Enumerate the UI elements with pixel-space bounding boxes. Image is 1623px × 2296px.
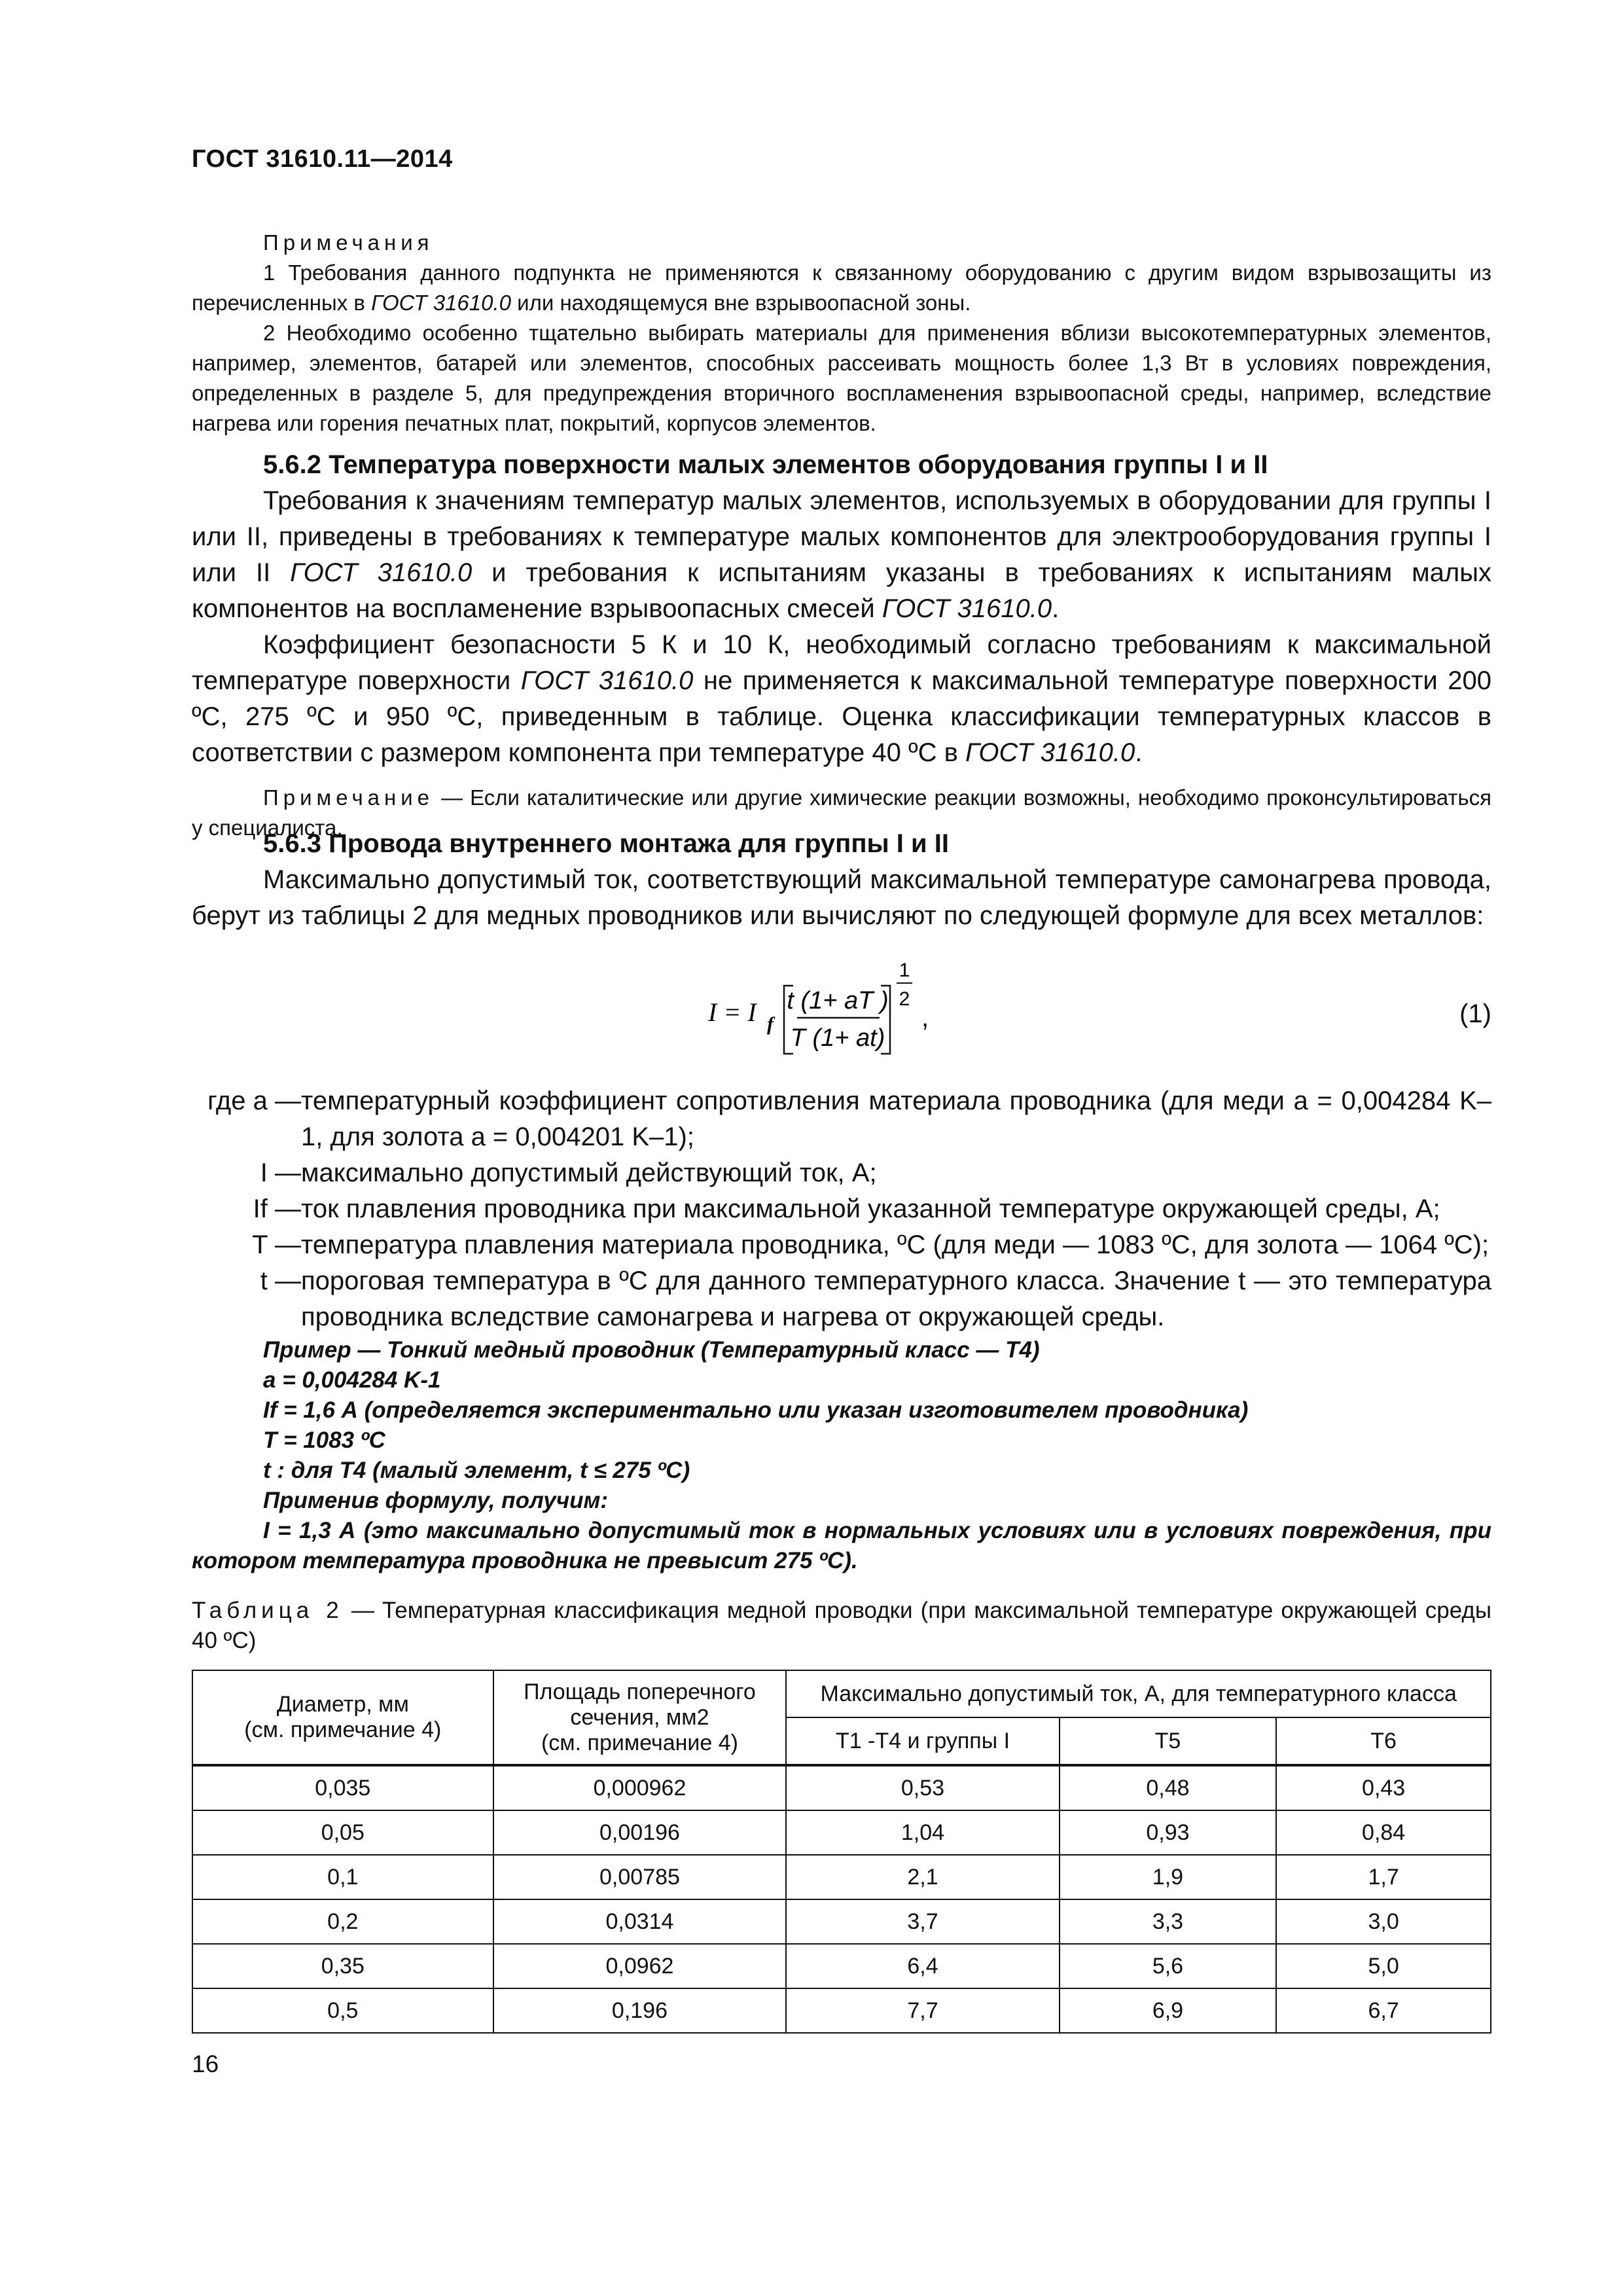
column-header-diameter: Диаметр, мм (см. примечание 4) (192, 1670, 493, 1765)
definition-term: T — (252, 1230, 301, 1259)
document-header: ГОСТ 31610.11—2014 (192, 145, 453, 173)
formula-exponent-den: 2 (899, 988, 910, 1010)
definition-item (192, 1227, 1491, 1263)
table-cell: 6,7 (1276, 1988, 1491, 2033)
table-cell: 2,1 (786, 1855, 1059, 1899)
table-cell: 0,00785 (493, 1855, 787, 1899)
definition-text: ток плавления проводника при максимальной указанной температуре окружающей среды, А; (301, 1194, 1440, 1223)
table-row (192, 1765, 1491, 1810)
table-cell: 0,000962 (493, 1765, 787, 1810)
table-cell: 0,00196 (493, 1810, 787, 1855)
column-header-t5: Т5 (1060, 1717, 1277, 1765)
example-block (192, 1335, 1491, 1576)
definition-text: температурный коэффициент сопротивления материала проводника (для меди a = 0,004284 K–1, для золота a = 0,004201 K–1); (301, 1086, 1491, 1151)
table-cell: 0,93 (1060, 1810, 1277, 1855)
table-cell: 0,05 (192, 1810, 493, 1855)
table-cell: 0,0962 (493, 1944, 787, 1988)
section-title: 5.6.3 Провода внутреннего монтажа для группы I и II (263, 829, 949, 858)
notes-block (192, 228, 1491, 439)
table-cell: 0,2 (192, 1899, 493, 1944)
table-cell: 0,5 (192, 1988, 493, 2033)
definition-item (192, 1083, 1491, 1155)
table-row (192, 1855, 1491, 1899)
table-row (192, 1988, 1491, 2033)
formula-lhs: I = I (708, 997, 757, 1027)
definitions-list (192, 1083, 1491, 1335)
column-header-area: Площадь поперечного сечения, мм2 (см. примечание 4) (493, 1670, 787, 1765)
table-row (192, 1899, 1491, 1944)
formula-subscript: f (767, 1013, 774, 1035)
table-cell: 3,0 (1276, 1899, 1491, 1944)
table-cell: 0,84 (1276, 1810, 1491, 1855)
page-number: 16 (192, 2051, 219, 2077)
formula-exponent-num: 1 (899, 960, 910, 981)
definition-text: максимально допустимый действующий ток, А; (301, 1158, 877, 1187)
definition-text: температура плавления материала проводника, ºС (для меди — 1083 ºС, для золота — 1064 ºС); (301, 1230, 1489, 1259)
table-cell: 3,7 (786, 1899, 1059, 1944)
formula-comma: , (921, 1003, 929, 1032)
definition-item (192, 1191, 1491, 1227)
table-cell: 1,7 (1276, 1855, 1491, 1899)
note-2: 2 Необходимо особенно тщательно выбирать материалы для применения вблизи высокотемпературных элементов, например, элементов, батарей или элементов, способных рассеивать мощность более 1,3 Вт в условиях повреждения, определенных в разделе 5, для предупреждения вторичного воспламенения взрывоопасной среды, например, вследствие нагрева или горения печатных плат, покрытий, корпусов элементов. (192, 321, 1491, 435)
example-result: I = 1,3 А (это максимально допустимый ток в нормальных условиях или в условиях повреждения, при котором температура проводника не превысит 275 ºС). (192, 1518, 1491, 1573)
definition-term: t — (260, 1266, 301, 1295)
notes-heading: Примечания (263, 230, 434, 255)
table-cell: 5,0 (1276, 1944, 1491, 1988)
example-line: If = 1,6 А (определяется экспериментально или указан изготовителем проводника) (263, 1397, 1249, 1423)
example-line: T = 1083 ºС (263, 1427, 385, 1453)
table-cell: 0,035 (192, 1765, 493, 1810)
table-cell: 0,48 (1060, 1765, 1277, 1810)
section-5-6-2 (192, 447, 1491, 843)
definition-term: I — (260, 1158, 301, 1187)
example-title: Пример — Тонкий медный проводник (Температурный класс — Т4) (263, 1337, 1040, 1363)
table-cell: 6,9 (1060, 1988, 1277, 2033)
equation-number: (1) (1459, 999, 1491, 1028)
paragraph: Требования к значениям температур малых элементов, используемых в оборудовании для группы I или II, приведены в требованиях к температуре малых компонентов для электрооборудования группы I или II ГОСТ 31610.0 и требования к испытаниям указаны в требованиях к испытаниям малых компонентов на воспламенение взрывоопасных смесей ГОСТ 31610.0. (192, 486, 1491, 623)
paragraph: Коэффициент безопасности 5 К и 10 К, необходимый согласно требованиям к максимальной температуре поверхности ГОСТ 31610.0 не применяется к максимальной температуре поверхности 200 ºС, 275 ºС и 950 ºС, приведенным в таблице. Оценка классификации температурных классов в соответствии с размером компонента при температуре 40 ºС в ГОСТ 31610.0. (192, 630, 1491, 767)
formula-denominator: T (1+ at) (790, 1024, 885, 1052)
example-line: a = 0,004284 K-1 (263, 1367, 441, 1393)
table-cell: 0,43 (1276, 1765, 1491, 1810)
table-cell: 7,7 (786, 1988, 1059, 2033)
paragraph: Максимально допустимый ток, соответствующий максимальной температуре самонагрева провода, берут из таблицы 2 для медных проводников или вычисляют по следующей формуле для всех металлов: (192, 865, 1491, 930)
definition-item (192, 1155, 1491, 1191)
section-title: 5.6.2 Температура поверхности малых элементов оборудования группы I и II (263, 450, 1268, 479)
note: Примечание — Если каталитические или другие химические реакции возможны, необходимо проконсультироваться у специалиста. (192, 785, 1491, 840)
definition-item (192, 1263, 1491, 1335)
table-2 (192, 1670, 1491, 2034)
column-header-current: Максимально допустимый ток, А, для температурного класса (786, 1670, 1491, 1717)
example-line: Применив формулу, получим: (263, 1488, 609, 1513)
column-header-t6: Т6 (1276, 1717, 1491, 1765)
table-cell: 1,04 (786, 1810, 1059, 1855)
table-cell: 1,9 (1060, 1855, 1277, 1899)
table-cell: 3,3 (1060, 1899, 1277, 1944)
table-cell: 0,196 (493, 1988, 787, 2033)
section-5-6-3 (192, 826, 1491, 934)
table-cell: 0,0314 (493, 1899, 787, 1944)
table-cell: 5,6 (1060, 1944, 1277, 1988)
table-caption: Таблица 2 — Температурная классификация медной проводки (при максимальной температуре окружающей среды 40 ºС) (192, 1598, 1492, 1653)
definition-term: If — (253, 1194, 301, 1223)
note-1: 1 Требования данного подпункта не применяются к связанному оборудованию с другим видом взрывозащиты из перечисленных в ГОСТ 31610.0 или находящемуся вне взрывоопасной зоны. (192, 260, 1491, 315)
definition-term: где a — (207, 1086, 301, 1115)
formula-numerator: t (1+ aT ) (787, 987, 889, 1014)
table-cell: 0,53 (786, 1765, 1059, 1810)
column-header-t1-t4: Т1 -Т4 и группы I (786, 1717, 1059, 1765)
table-cell: 6,4 (786, 1944, 1059, 1988)
table-cell: 0,35 (192, 1944, 493, 1988)
table-cell: 0,1 (192, 1855, 493, 1899)
table-row (192, 1810, 1491, 1855)
formula-1 (707, 954, 969, 1066)
definition-text: пороговая температура в ºС для данного температурного класса. Значение t — это температура проводника вследствие самонагрева и нагрева от окружающей среды. (301, 1266, 1491, 1331)
example-line: t : для Т4 (малый элемент, t ≤ 275 ºС) (263, 1458, 690, 1483)
table-row (192, 1944, 1491, 1988)
